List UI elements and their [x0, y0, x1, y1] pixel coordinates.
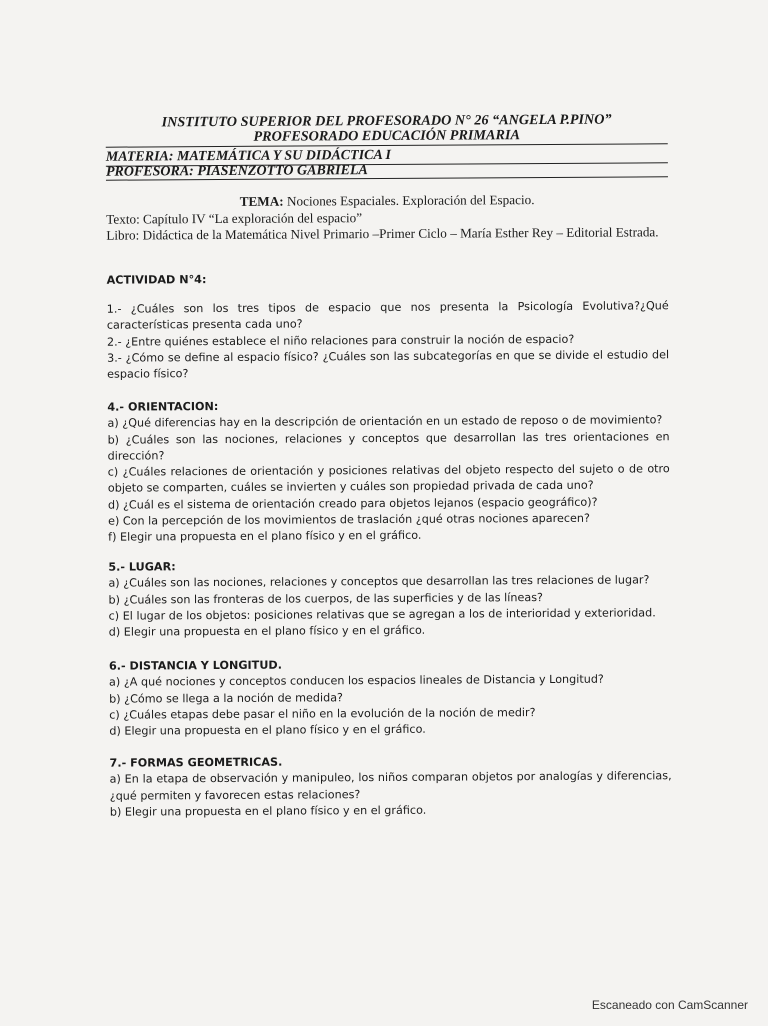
- section-6-item-a: a) ¿A qué nociones y conceptos conducen los espacios lineales de Distancia y Longitud?: [108, 672, 604, 689]
- topic-line: [106, 191, 668, 210]
- topic-text: Nociones Espaciales. Exploración del Espacio.: [286, 192, 535, 209]
- section-4-item-a: a) ¿Qué diferencias hay en la descripción de orientación en un estado de reposo o de movimiento?: [107, 413, 663, 430]
- section-distancia: [109, 655, 671, 740]
- section-4-item-c: c) ¿Cuáles relaciones de orientación y posiciones relativas del objeto respecto del sujeto o de otro objeto se comparten, cuáles se invierten y cuáles son propiedad privada de cada uno?: [107, 462, 670, 496]
- question-3: 3.- ¿Cómo se define al espacio físico? ¿Cuáles son las subcategorías en que se divide el estudio del espacio físico?: [107, 348, 670, 381]
- activity-title: ACTIVIDAD N°4:: [106, 273, 207, 287]
- section-6-item-d: d) Elegir una propuesta en el plano físico y en el gráfico.: [109, 722, 426, 738]
- section-5-title: 5.- LUGAR:: [108, 560, 176, 574]
- section-6-item-b: b) ¿Cómo se llega a la noción de medida?: [109, 690, 344, 706]
- section-7-title: 7.- FORMAS GEOMETRICAS.: [109, 755, 283, 770]
- section-formas: [109, 752, 671, 821]
- section-5-item-c: c) El lugar de los objetos: posiciones relativas que se agregan a los de interioridad y exterioridad.: [108, 606, 656, 623]
- camscanner-watermark: Escaneado con CamScanner: [591, 998, 748, 1012]
- section-4-item-d: d) ¿Cuál es el sistema de orientación creado para objetos lejanos (espacio geográfico)?: [107, 495, 598, 512]
- section-6-item-c: c) ¿Cuáles etapas debe pasar el niño en la evolución de la noción de medir?: [109, 705, 536, 722]
- section-4-title: 4.- ORIENTACION:: [107, 400, 219, 414]
- reference-texto: Texto: Capítulo IV “La exploración del espacio”: [106, 210, 363, 227]
- program-name: PROFESORADO EDUCACIÓN PRIMARIA: [253, 127, 520, 145]
- section-6-title: 6.- DISTANCIA Y LONGITUD.: [108, 658, 282, 673]
- question-2: 2.- ¿Entre quiénes establece el niño relaciones para construir la noción de espacio?: [106, 332, 575, 349]
- subject-line: MATERIA: MATEMÁTICA Y SU DIDÁCTICA I: [105, 147, 392, 165]
- section-7-item-a: a) En la etapa de observación y manipuleo, los niños comparan objetos por analogías y diferencias, ¿qué permiten y favorecen estas relaciones?: [109, 769, 672, 803]
- section-lugar: [108, 556, 670, 641]
- section-5-item-d: d) Elegir una propuesta en el plano físico y en el gráfico.: [108, 623, 426, 639]
- questions-block: [107, 298, 669, 383]
- question-1: 1.- ¿Cuáles son los tres tipos de espacio que nos presenta la Psicología Evolutiva?¿Qué características presenta cada uno?: [106, 299, 669, 332]
- section-7-item-b: b) Elegir una propuesta en el plano físico y en el gráfico.: [109, 803, 427, 819]
- section-5-item-a: a) ¿Cuáles son las nociones, relaciones y conceptos que desarrollan las tres relaciones de lugar?: [108, 573, 650, 590]
- section-orientacion: [107, 396, 670, 546]
- reference-libro: Libro: Didáctica de la Matemática Nivel Primario –Primer Ciclo – María Esther Rey – Editorial Estrada.: [106, 224, 659, 243]
- institute-name: INSTITUTO SUPERIOR DEL PROFESORADO N° 26 “ANGELA P.PINO”: [161, 111, 612, 131]
- section-4-item-f: f) Elegir una propuesta en el plano físico y en el gráfico.: [108, 529, 422, 545]
- teacher-line: PROFESORA: PIASENZOTTO GABRIELA: [105, 163, 368, 180]
- section-4-item-b: b) ¿Cuáles son las nociones, relaciones y conceptos que desarrollan las tres orientaciones en dirección?: [107, 429, 670, 463]
- section-5-item-b: b) ¿Cuáles son las fronteras de los cuerpos, de las superficies y de las líneas?: [108, 590, 544, 607]
- topic-label: TEMA:: [239, 193, 284, 209]
- section-4-item-e: e) Con la percepción de los movimientos de traslación ¿qué otras nociones aparecen?: [108, 511, 590, 528]
